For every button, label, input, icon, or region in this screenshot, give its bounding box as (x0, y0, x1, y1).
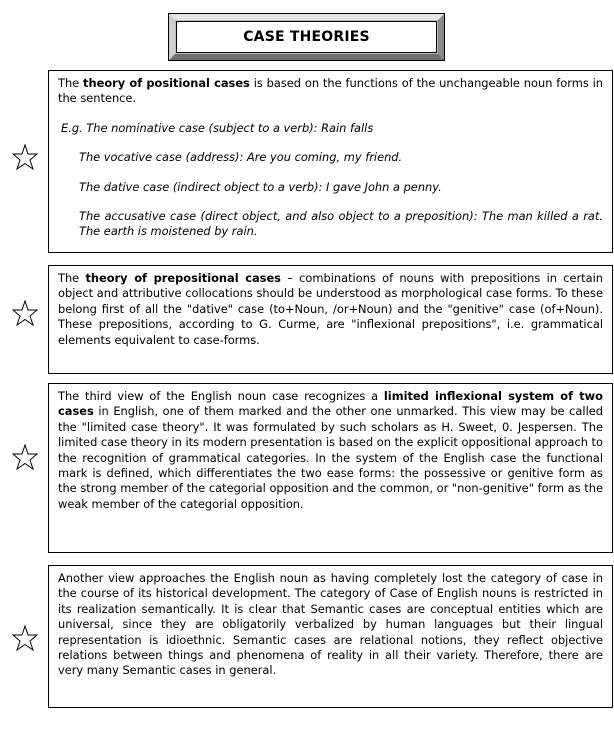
star-icon (12, 144, 38, 170)
text-run: The (58, 271, 86, 285)
example-nominative: E.g. The nominative case (subject to a verb): Rain falls (61, 120, 374, 135)
star-icon (12, 444, 38, 470)
text-run: is based on the functions of the unchangeable noun forms in the sentence. (58, 76, 603, 106)
panel-limited-case-theory (48, 383, 613, 553)
term-prepositional-cases: theory of prepositional cases (85, 271, 281, 285)
panel-semantic-cases (48, 565, 613, 708)
term-limited-inflexional-system: limited inflexional system of two cases (58, 389, 603, 419)
panel-prepositional-cases (48, 265, 613, 374)
page-title: CASE THEORIES (176, 21, 437, 53)
panel-positional-cases (48, 70, 613, 253)
star-icon (12, 300, 38, 326)
panel-limited-text (58, 389, 603, 512)
text-run: in English, one of them marked and the other one unmarked. This view may be called the "limited case theory". It was formulated by such scholars as H. Sweet, 0. Jespersen. The limited case theory in its modern presentation is based on the explicit oppositional approach to the recognition of grammatical categories. In the system of the English case the functional mark is defined, which differentiates the two ease forms: the possessive or genitive form as the strong member of the categorial opposition and the common, or "non-genitive" form as the weak member of the categorial opposition. (58, 404, 603, 511)
text-run: The (58, 76, 84, 90)
panel-positional-text (58, 76, 603, 107)
text-run: – combinations of nouns with prepositions in certain object and attributive collocations should be understood as morphological case forms. To these belong first of all the "dative" case (to+Noun, /or+Noun) and the "genitive" case (of+Noun). These prepositions, according to G. Curme, are "inflexional prepositions", i.e. grammatical elements equivalent to case-forms. (58, 271, 603, 347)
star-icon (12, 625, 38, 651)
panel-semantic-text: Another view approaches the English noun as having completely lost the category of case in the course of its historical development. The category of Case of English nouns is restricted in its realization semantically. It is clear that Semantic cases are conceptual entities which are universal, since they are obligatorily verbalized by human languages but their lingual representation is idioethnic. Semantic cases are relational notions, they reflect objective relations between things and phenomena of reality in all their variety. Therefore, there are very many Semantic cases in general. (58, 571, 603, 678)
example-dative: The dative case (indirect object to a verb): I gave John a penny. (79, 179, 442, 194)
title-plaque (168, 13, 445, 61)
term-positional-cases: theory of positional cases (83, 76, 250, 90)
example-vocative: The vocative case (address): Are you coming, my friend. (79, 150, 403, 165)
example-accusative: The accusative case (direct object, and also object to a preposition): The man killed a rat. The earth is moistened by rain. (79, 209, 603, 239)
text-run: The third view of the English noun case recognizes a (58, 389, 384, 403)
panel-prepositional-text (58, 271, 603, 348)
